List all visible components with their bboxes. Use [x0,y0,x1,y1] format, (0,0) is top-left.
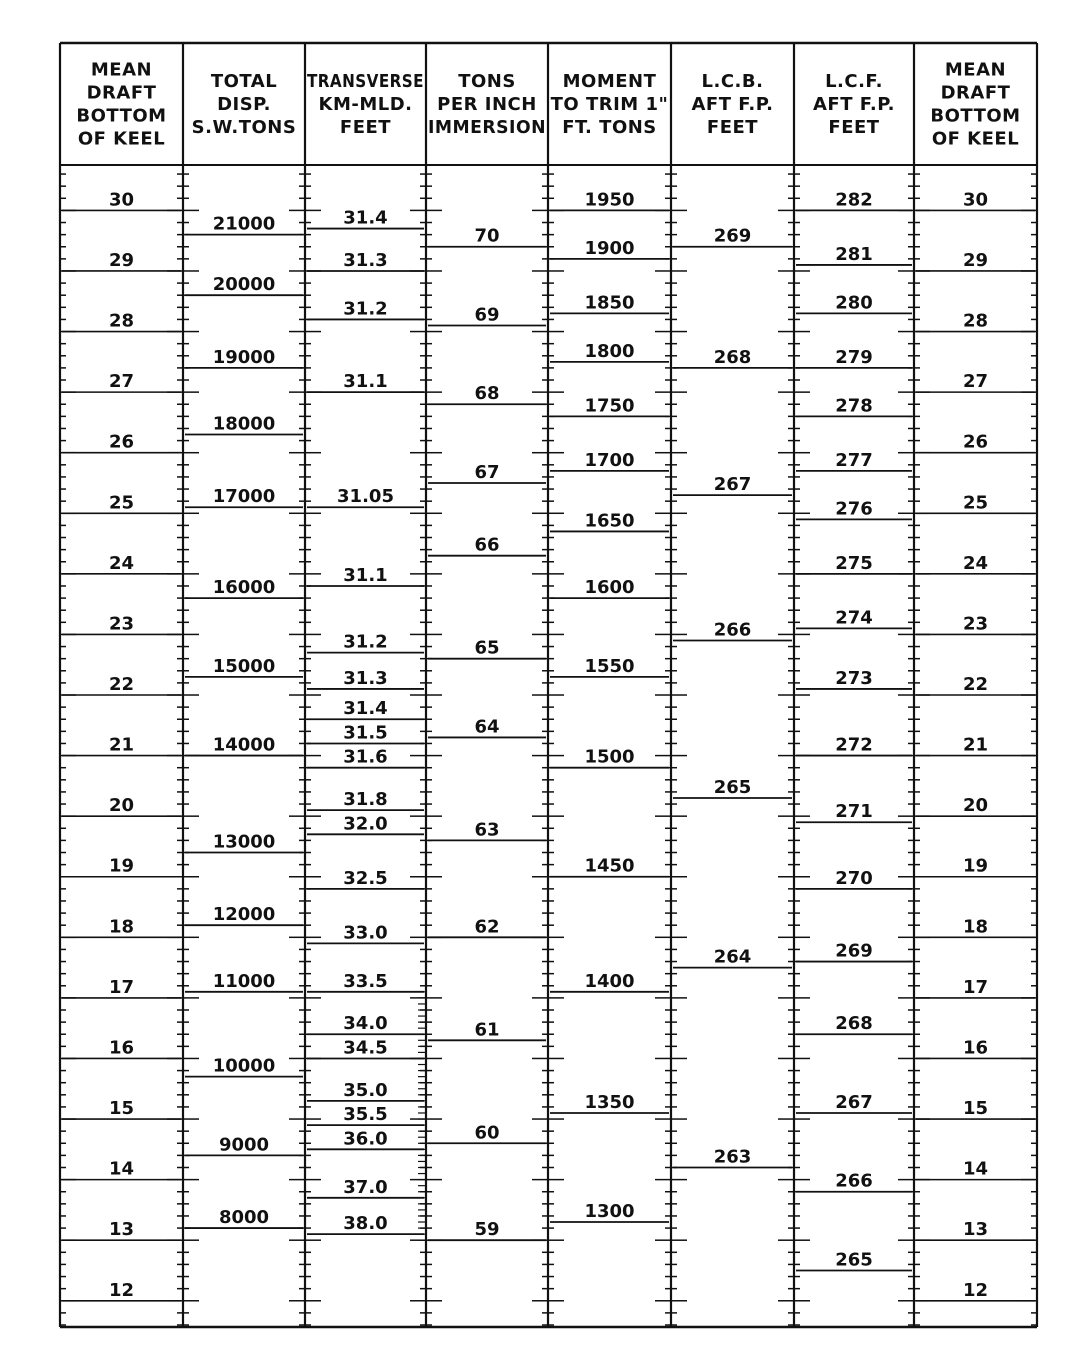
scale-value-label: 31.8 [343,789,388,811]
scale-value-label: 11000 [212,970,276,992]
scale-value-label: 31.3 [343,667,388,689]
scale-value-label: 28 [962,310,989,332]
scale-value-label: 27 [962,371,989,393]
scale-value-label: 20 [962,795,989,817]
scale-value-label: 62 [474,916,500,938]
scale-value-label: 31.2 [343,298,388,320]
scale-value-label: 33.5 [343,970,388,992]
column-header-line: TONS [458,71,516,92]
scale-value-label: 31.05 [337,486,394,508]
scale-value-label: 270 [835,867,873,889]
scale-value-label: 275 [835,552,873,574]
scale-value-label: 1450 [584,855,635,877]
column-header-line: S.W.TONS [191,117,297,138]
scale-value-label: 282 [835,189,873,211]
scale-value-label: 29 [108,249,135,271]
scale-value-label: 64 [474,716,500,738]
column-header-line: OF KEEL [931,128,1020,150]
scale-value-label: 30 [108,189,135,211]
column-header-line: MEAN [944,59,1007,81]
scale-value-label: 279 [835,346,873,368]
scale-value-label: 280 [835,292,873,314]
scale-value-label: 13 [108,1219,135,1241]
scale-value-label: 1350 [584,1091,635,1113]
scale-value-label: 269 [835,940,873,962]
scale-value-label: 31.4 [343,207,388,229]
scale-value-label: 30 [962,189,989,211]
scale-value-label: 277 [835,449,873,471]
column-header-line: TRANSVERSE [307,71,424,92]
scale-value-label: 10000 [212,1055,276,1077]
scale-value-label: 1550 [584,655,635,677]
scale-value-label: 19 [962,855,989,877]
scale-value-label: 12 [962,1279,989,1301]
column-header-line: L.C.F. [825,71,883,92]
column-header-line: AFT F.P. [691,94,774,115]
scale-value-label: 24 [108,552,135,574]
scale-value-label: 35.5 [343,1104,388,1126]
scale-value-label: 17000 [212,486,276,508]
scale-value-label: 35.0 [343,1079,388,1101]
scale-value-label: 1400 [584,970,635,992]
scale-value-label: 36.0 [343,1128,388,1150]
scale-value-label: 1950 [584,189,635,211]
scale-value-label: 32.5 [343,867,388,889]
scale-value-label: 1700 [584,449,635,471]
scale-value-label: 18 [108,916,135,938]
scale-value-label: 1800 [584,340,635,362]
scale-value-label: 1900 [584,237,635,259]
column-header-line: FEET [828,117,880,138]
scale-value-label: 15000 [212,655,276,677]
scale-value-label: 68 [474,383,500,405]
scale-value-label: 34.0 [343,1013,388,1035]
scale-value-label: 276 [835,498,873,520]
scale-value-label: 25 [108,492,135,514]
scale-value-label: 21 [108,734,135,756]
scale-value-label: 1650 [584,510,635,532]
scale-value-label: 31.6 [343,746,388,768]
scale-value-label: 278 [835,395,873,417]
scale-value-label: 16 [108,1037,135,1059]
scale-value-label: 23 [962,613,989,635]
scale-value-label: 1500 [584,746,635,768]
column-header-line: L.C.B. [701,71,764,92]
column-header-line: MOMENT [562,71,657,92]
column-header-line: FT. TONS [562,117,657,138]
scale-value-label: 31.3 [343,249,388,271]
column-header-line: KM-MLD. [318,94,413,115]
column-header-line: DISP. [217,94,271,115]
scale-value-label: 19 [108,855,135,877]
column-header-line: TO TRIM 1" [550,94,669,115]
scale-value-label: 67 [474,461,500,483]
scale-value-label: 267 [835,1091,873,1113]
scale-value-label: 14000 [212,734,276,756]
scale-value-label: 269 [713,225,752,247]
scale-value-label: 1600 [584,577,635,599]
scale-value-label: 272 [835,734,873,756]
scale-value-label: 26 [108,431,135,453]
scale-value-label: 33.0 [343,922,388,944]
scale-value-label: 24 [962,552,989,574]
scale-value-label: 25 [962,492,989,514]
scale-value-label: 26 [962,431,989,453]
column-header-line: IMMERSION [428,117,546,138]
scale-value-label: 59 [474,1219,500,1241]
scale-value-label: 267 [713,474,752,496]
scale-value-label: 60 [474,1122,500,1144]
scale-value-label: 274 [835,607,873,629]
scale-value-label: 281 [835,243,873,265]
scale-value-label: 17 [108,976,135,998]
scale-value-label: 268 [835,1013,873,1035]
scale-value-label: 15 [962,1098,989,1120]
scale-value-label: 31.5 [343,722,388,744]
scale-value-label: 70 [474,225,500,247]
column-header-line: BOTTOM [76,105,167,127]
scale-value-label: 27 [108,371,135,393]
scale-value-label: 1300 [584,1201,635,1223]
scale-value-label: 8000 [218,1207,270,1229]
scale-value-label: 263 [713,1146,752,1168]
scale-value-label: 66 [474,534,500,556]
scale-value-label: 16000 [212,577,276,599]
scale-value-label: 268 [713,346,752,368]
column-header-line: OF KEEL [77,128,166,150]
column-header-line: BOTTOM [930,105,1021,127]
scale-value-label: 15 [108,1098,135,1120]
column-header-line: FEET [339,117,392,138]
scale-value-label: 19000 [212,346,276,368]
scale-value-label: 17 [962,976,989,998]
scale-value-label: 32.0 [343,813,388,835]
scale-value-label: 23 [108,613,135,635]
scale-value-label: 1750 [584,395,635,417]
scale-value-label: 1850 [584,292,635,314]
scale-value-label: 264 [713,946,752,968]
scale-value-label: 20000 [212,274,276,296]
scale-value-label: 22 [108,674,135,696]
scale-value-label: 61 [474,1019,500,1041]
scale-value-label: 29 [962,249,989,271]
scale-value-label: 31.1 [343,564,388,586]
scale-value-label: 271 [835,801,873,823]
scale-value-label: 266 [713,619,752,641]
scale-value-label: 14 [108,1158,135,1180]
scale-value-label: 265 [835,1249,873,1271]
scale-value-label: 273 [835,667,873,689]
scale-value-label: 266 [835,1170,873,1192]
scale-value-label: 69 [474,304,500,326]
column-header-line: DRAFT [86,82,157,104]
column-header-line: MEAN [90,59,153,81]
column-header-line: PER INCH [437,94,537,115]
column-header-line: DRAFT [940,82,1011,104]
scale-value-label: 20 [108,795,135,817]
scale-value-label: 38.0 [343,1213,388,1235]
column-header-line: FEET [706,117,759,138]
scale-value-label: 28 [108,310,135,332]
column-header-line: AFT F.P. [813,94,895,115]
scale-value-label: 21000 [212,213,276,235]
scale-value-label: 13000 [212,831,276,853]
scale-value-label: 31.4 [343,698,388,720]
scale-value-label: 34.5 [343,1037,388,1059]
scale-value-label: 16 [962,1037,989,1059]
scale-value-label: 13 [962,1219,989,1241]
scale-value-label: 65 [474,637,500,659]
scale-value-label: 12 [108,1279,135,1301]
scale-value-label: 265 [713,776,752,798]
scale-value-label: 63 [474,819,500,841]
scale-value-label: 31.2 [343,631,388,653]
column-header-line: TOTAL [210,71,278,92]
scale-value-label: 18000 [212,413,276,435]
scale-value-label: 22 [962,674,989,696]
scale-value-label: 18 [962,916,989,938]
scale-value-label: 31.1 [343,371,388,393]
scale-value-label: 37.0 [343,1176,388,1198]
scale-value-label: 14 [962,1158,989,1180]
scale-value-label: 9000 [218,1134,270,1156]
scale-value-label: 12000 [212,904,276,926]
scale-value-label: 21 [962,734,989,756]
